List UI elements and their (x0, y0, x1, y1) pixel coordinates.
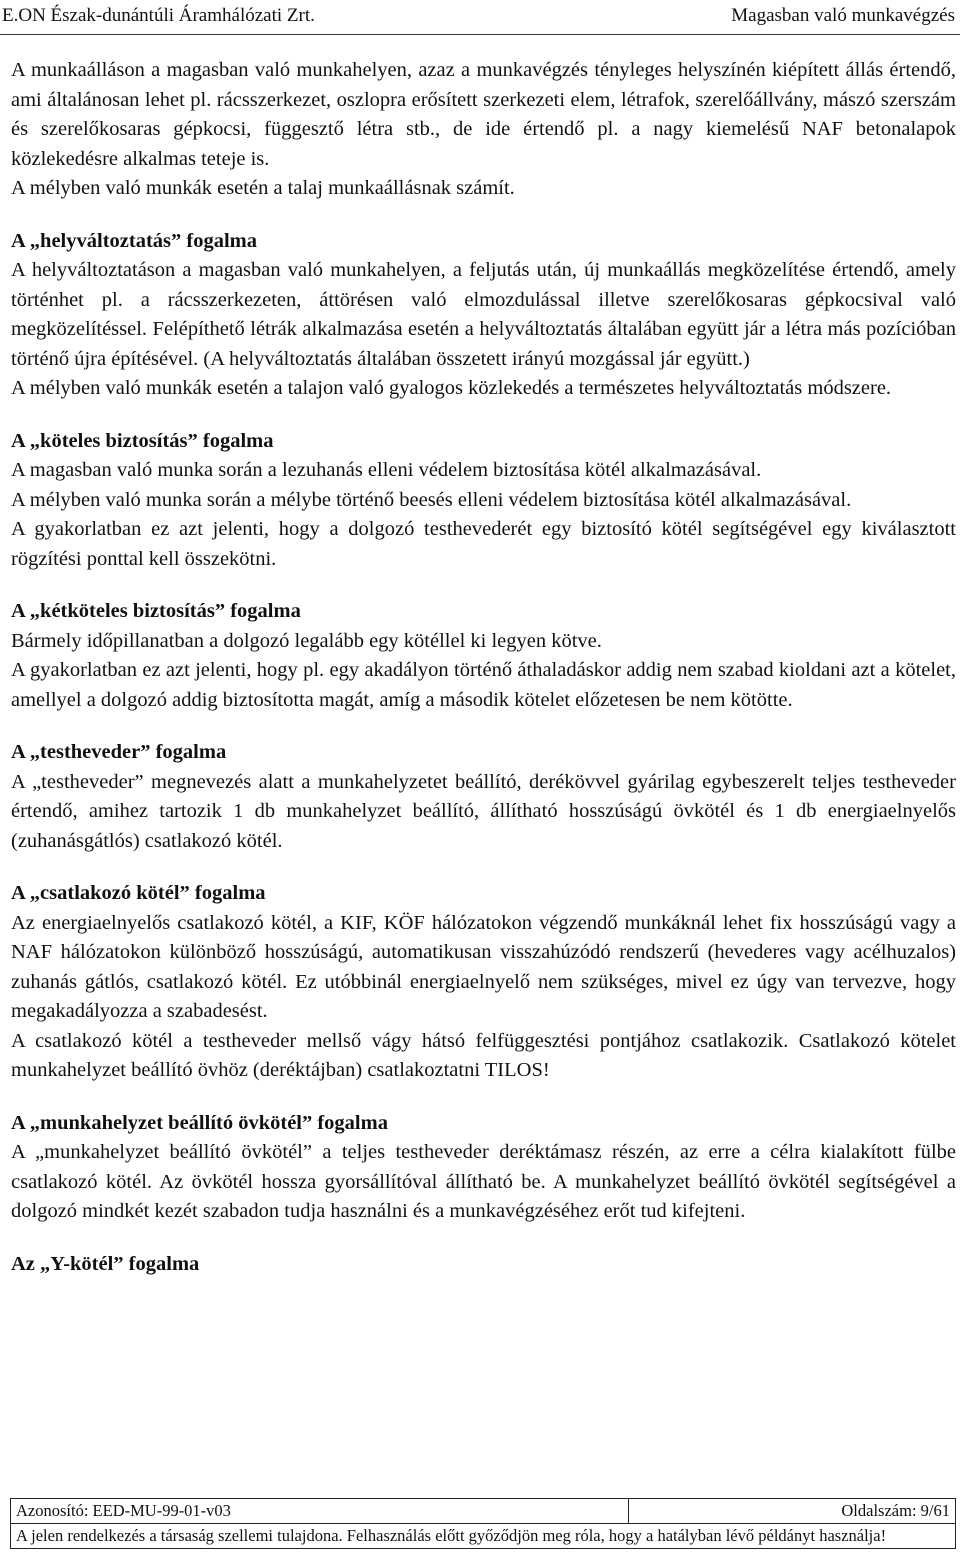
section-title: A „helyváltoztatás” fogalma (11, 229, 257, 252)
section-title: A „munkahelyzet beállító övkötél” fogalma (11, 1111, 388, 1134)
document-body (11, 56, 956, 1279)
page-footer (10, 1498, 956, 1549)
document-topic: Magasban való munkavégzés (731, 5, 955, 26)
section-paragraph: A „testheveder” megnevezés alatt a munkahelyzetet beállító, derékövvel gyárilag egybeszerelt teljes testheveder értendő, amihez tartozik 1 db munkahelyzet beállító, állítható hosszúságú övkötél és 1 db energiaelnyelős (zuhanásgátlós) csatlakozó kötél. (11, 770, 956, 852)
company-name: E.ON Észak-dunántúli Áramhálózati Zrt. (2, 5, 315, 26)
document-id: Azonosító: EED-MU-99-01-v03 (11, 1499, 629, 1524)
section-title: Az „Y-kötél” fogalma (11, 1252, 200, 1275)
page-header (0, 0, 960, 35)
section-paragraph: A mélyben való munka során a mélybe történő beesés elleni védelem biztosítása kötél alkalmazásával. (11, 488, 852, 511)
intro-paragraph: A mélyben való munkák esetén a talaj munkaállásnak számít. (11, 177, 515, 199)
section-paragraph: Bármely időpillanatban a dolgozó legalább egy kötéllel ki legyen kötve. (11, 629, 602, 652)
intro-paragraph: A munkaálláson a magasban való munkahelyen, azaz a munkavégzés tényleges helyszínén kiépített állás értendő, ami általánosan lehet pl. rácsszerkezet, oszlopra erősített szerkezeti elem, létrafok, szerelőállvány, mászó szerszám és szerelőkosaras gépkocsi, függesztő létra stb., de ide értendő pl. a nagy kiemelésű NAF betonalapok közlekedésre alkalmas teteje is. (11, 59, 956, 170)
section-paragraph: A magasban való munka során a lezuhanás elleni védelem biztosítása kötél alkalmazásával. (11, 459, 762, 481)
ownership-notice: A jelen rendelkezés a társaság szellemi tulajdona. Felhasználás előtt győződjön meg róla, hogy a hatályban lévő példányt használja! (11, 1524, 956, 1549)
section-paragraph: A gyakorlatban ez azt jelenti, hogy pl. egy akadályon történő áthaladáskor addig nem szabad kioldani azt a kötelet, amellyel a dolgozó addig biztosította magát, amíg a második kötelet előzetesen be nem kötötte. (11, 659, 956, 711)
section-paragraph: A gyakorlatban ez azt jelenti, hogy a dolgozó testhevederét egy biztosító kötél segítségével egy kiválasztott rögzítési ponttal kell összekötni. (11, 518, 956, 570)
section-title: A „testheveder” fogalma (11, 741, 227, 763)
section-title: A „csatlakozó kötél” fogalma (11, 882, 266, 904)
page-number: Oldalszám: 9/61 (628, 1499, 955, 1524)
section-paragraph: A mélyben való munkák esetén a talajon való gyalogos közlekedés a természetes helyváltoztatás módszere. (11, 377, 892, 399)
section-paragraph: A csatlakozó kötél a testheveder mellső vágy hátsó felfüggesztési pontjához csatlakozik. Csatlakozó kötelet munkahelyzet beállító övhöz (deréktájban) csatlakoztatni TILOS! (11, 1029, 956, 1081)
section-title: A „köteles biztosítás” fogalma (11, 429, 274, 452)
section-title: A „kétköteles biztosítás” fogalma (11, 600, 301, 622)
section-paragraph: A helyváltoztatáson a magasban való munkahelyen, a feljutás után, új munkaállás megközelítése értendő, amely történhet pl. a rácsszerkezeten, áttörésen való elmozdulással illetve szerelőkosaras gépkocsival való megközelítéssel. Felépíthető létrák alkalmazása esetén a helyváltoztatás általában együtt jár a létra más pozícióban történő újra építésével. (A helyváltoztatás általában összetett irányú mozgással jár együtt.) (11, 259, 956, 370)
section-paragraph: Az energiaelnyelős csatlakozó kötél, a KIF, KÖF hálózatokon végzendő munkáknál lehet fix hosszúságú vagy a NAF hálózatokon különböző hosszúságú, automatikusan visszahúzódó rendszerű (hevederes vagy acélhuzalos) zuhanás gátlós, csatlakozó kötél. Ez utóbbinál energiaelnyelő nem szükséges, mivel ez úgy van tervezve, hogy megakadályozza a szabadesést. (11, 911, 956, 1022)
section-paragraph: A „munkahelyzet beállító övkötél” a teljes testheveder deréktámasz részén, az erre a célra kialakított fülbe csatlakozó kötél. Az övkötél hossza gyorsállítóval állítható be. A munkahelyzet beállító övkötél segítségével a dolgozó mindkét kezét szabadon tudja használni és a munkavégzéséhez erőt tud kifejteni. (11, 1141, 956, 1222)
footer-table (10, 1498, 956, 1549)
